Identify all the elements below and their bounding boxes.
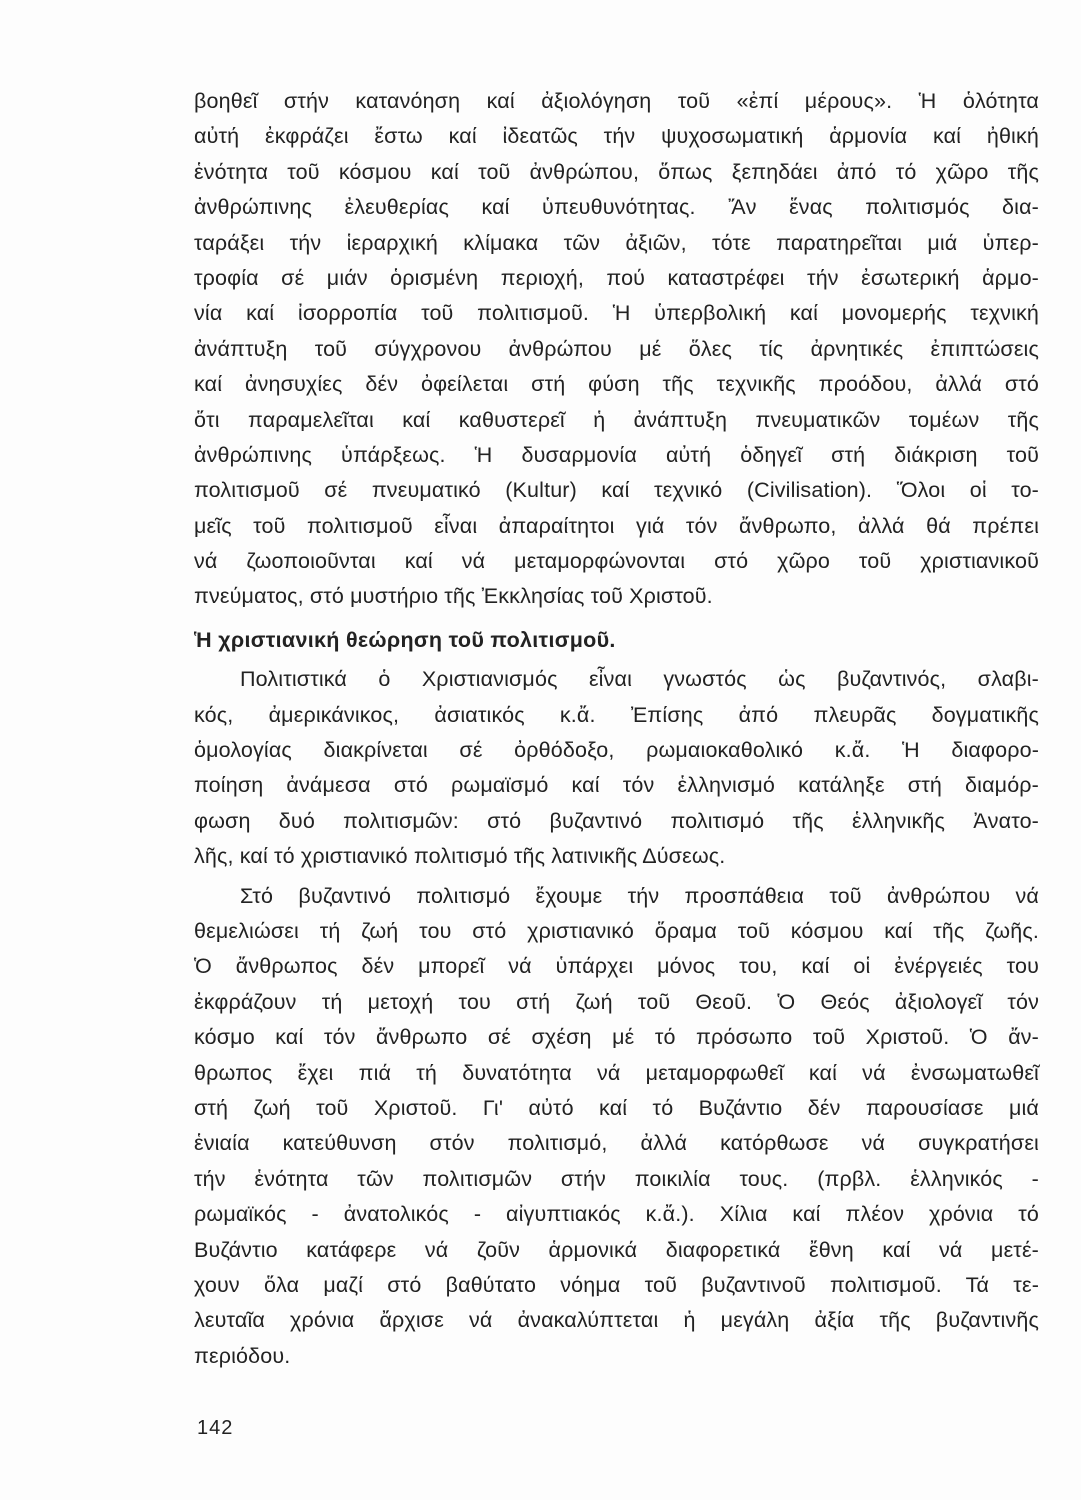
text-line: Πολιτιστικά ὁ Χριστιανισμός εἶναι γνωστός ὡς βυζαντινός, σλαβι- <box>240 667 1039 692</box>
text-line: λευταῖα χρόνια ἄρχισε νά ἀνακαλύπτεται ἡ μεγάλη ἀξία τῆς βυζαντινῆς <box>194 1308 1039 1333</box>
text-line: τροφία σέ μιάν ὁρισμένη περιοχή, πού καταστρέφει τήν ἐσωτερική ἁρμο- <box>194 265 1039 290</box>
paragraph-2 <box>194 662 1039 874</box>
text-line: βοηθεῖ στήν κατανόηση καί ἀξιολόγηση τοῦ «ἐπί μέρους». Ἡ ὁλότητα <box>194 89 1039 113</box>
text-line: χουν ὅλα μαζί στό βαθύτατο νόημα τοῦ βυζαντινοῦ πολιτισμοῦ. Τά τε- <box>194 1272 1039 1297</box>
text-line: Ὁ ἄνθρωπος δέν μπορεῖ νά ὑπάρχει μόνος του, καί οἱ ἐνέργειές του <box>194 954 1039 979</box>
text-line: ποίηση ἀνάμεσα στό ρωμαϊσμό καί τόν ἑλληνισμό κατάληξε στή διαμόρ- <box>194 773 1039 798</box>
text-line: ρωμαϊκός - ἀνατολικός - αἰγυπτιακός κ.ἄ.). Χίλια καί πλέον χρόνια τό <box>194 1202 1039 1227</box>
text-line: ἑνότητα τοῦ κόσμου καί τοῦ ἀνθρώπου, ὅπως ξεπηδάει ἀπό τό χῶρο τῆς <box>194 159 1039 184</box>
text-line: πνεύματος, στό μυστήριο τῆς Ἐκκλησίας τοῦ Χριστοῦ. <box>194 584 713 609</box>
text-line: ἀνθρώπινης ὑπάρξεως. Ἡ δυσαρμονία αὐτή ὁδηγεῖ στή διάκριση τοῦ <box>194 442 1039 467</box>
section-heading: Ἡ χριστιανική θεώρηση τοῦ πολιτισμοῦ. <box>194 627 616 652</box>
text-line: ὁμολογίας διακρίνεται σέ ὀρθόδοξο, ρωμαιοκαθολικό κ.ἄ. Ἡ διαφορο- <box>194 738 1039 763</box>
text-line: νία καί ἰσορροπία τοῦ πολιτισμοῦ. Ἡ ὑπερβολική καί μονομερής τεχνική <box>194 301 1039 326</box>
text-line: ὅτι παραμελεῖται καί καθυστερεῖ ἡ ἀνάπτυξη πνευματικῶν τομέων τῆς <box>194 407 1039 432</box>
text-line: θρωπος ἔχει πιά τή δυνατότητα νά μεταμορφωθεῖ καί νά ἐνσωματωθεῖ <box>194 1060 1039 1085</box>
text-line: νά ζωοποιοῦνται καί νά μεταμορφώνονται στό χῶρο τοῦ χριστιανικοῦ <box>194 549 1039 574</box>
text-line: περιόδου. <box>194 1343 291 1368</box>
text-line: στή ζωή τοῦ Χριστοῦ. Γι' αὐτό καί τό Βυζάντιο δέν παρουσίασε μιά <box>194 1095 1039 1120</box>
page-body <box>194 84 1039 1374</box>
text-line: φωση δυό πολιτισμῶν: στό βυζαντινό πολιτισμό τῆς ἑλληνικῆς Ἀνατο- <box>194 808 1039 833</box>
text-line: τήν ἑνότητα τῶν πολιτισμῶν στήν ποικιλία τους. (πρβλ. ἑλληνικός - <box>194 1166 1039 1191</box>
text-line: ἐκφράζουν τή μετοχή του στή ζωή τοῦ Θεοῦ. Ὁ Θεός ἀξιολογεῖ τόν <box>194 989 1039 1014</box>
text-line: ταράξει τήν ἱεραρχική κλίμακα τῶν ἀξιῶν, τότε παρατηρεῖται μιά ὑπερ- <box>194 230 1039 255</box>
text-line: Στό βυζαντινό πολιτισμό ἔχουμε τήν προσπάθεια τοῦ ἀνθρώπου νά <box>240 883 1039 908</box>
text-line: ἀνθρώπινης ἐλευθερίας καί ὑπευθυνότητας. Ἄν ἕνας πολιτισμός δια- <box>194 195 1039 220</box>
text-line: Βυζάντιο κατάφερε νά ζοῦν ἁρμονικά διαφορετικά ἔθνη καί νά μετέ- <box>194 1237 1039 1262</box>
text-line: αὐτή ἐκφράζει ἔστω καί ἰδεατῶς τήν ψυχοσωματική ἁρμονία καί ἠθική <box>194 124 1039 149</box>
text-line: μεῖς τοῦ πολιτισμοῦ εἶναι ἀπαραίτητοι γιά τόν ἄνθρωπο, ἀλλά θά πρέπει <box>194 513 1039 538</box>
text-line: κός, ἀμερικάνικος, ἀσιατικός κ.ἄ. Ἐπίσης ἀπό πλευρᾶς δογματικῆς <box>194 702 1039 727</box>
text-line: καί ἀνησυχίες δέν ὀφείλεται στή φύση τῆς τεχνικῆς προόδου, ἀλλά στό <box>194 372 1039 397</box>
page-number: 142 <box>197 1417 234 1439</box>
text-line: λῆς, καί τό χριστιανικό πολιτισμό τῆς λατινικῆς Δύσεως. <box>194 844 726 869</box>
paragraph-1 <box>194 84 1039 615</box>
paragraph-3 <box>194 879 1039 1374</box>
text-line: ἑνιαία κατεύθυνση στόν πολιτισμό, ἀλλά κατόρθωσε νά συγκρατήσει <box>194 1131 1039 1156</box>
text-line: κόσμο καί τόν ἄνθρωπο σέ σχέση μέ τό πρόσωπο τοῦ Χριστοῦ. Ὁ ἄν- <box>194 1025 1039 1050</box>
text-line: πολιτισμοῦ σέ πνευματικό (Kultur) καί τεχνικό (Civilisation). Ὅλοι οἱ το- <box>194 478 1039 503</box>
text-line: ἀνάπτυξη τοῦ σύγχρονου ἀνθρώπου μέ ὅλες τίς ἀρνητικές ἐπιπτώσεις <box>194 336 1039 361</box>
text-line: θεμελιώσει τή ζωή του στό χριστιανικό ὅραμα τοῦ κόσμου καί τῆς ζωῆς. <box>194 918 1039 943</box>
